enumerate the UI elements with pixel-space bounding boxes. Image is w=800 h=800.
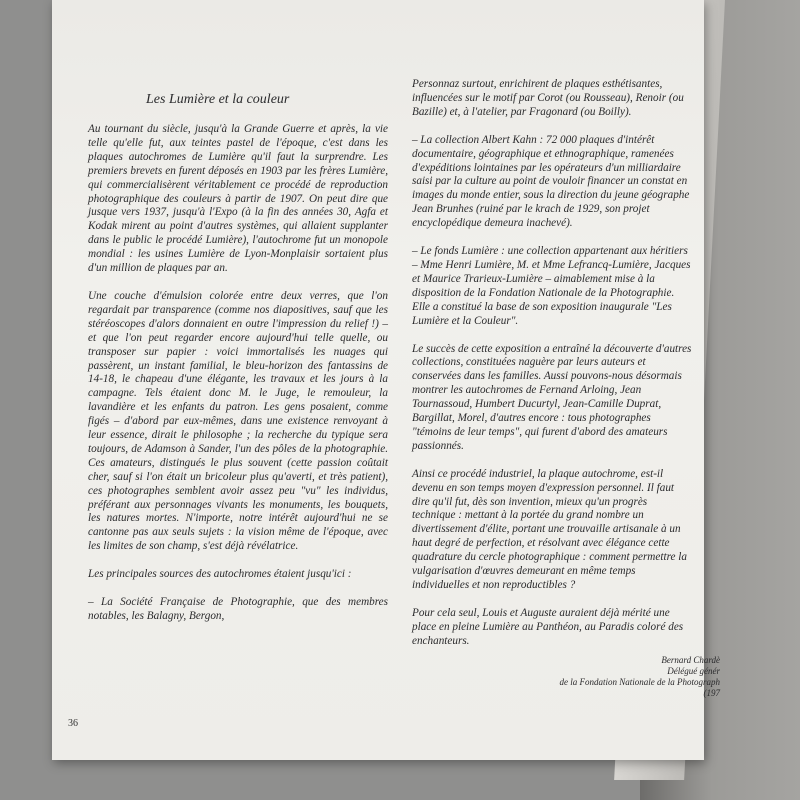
paragraph: Une couche d'émulsion colorée entre deux verres, que l'on regardait par transparence (comme nos diapositives, sauf que les stéréoscopes d'alors donnaient en outre l'impression du relief !) – et que l'on peut regarder encore aujourd'hui telle quelle, ou transposer sur papier : voici immortalisés les nuages qui passèrent, un instant familial, le bleu-horizon des fantassins de 14-18, le chapeau d'une élégante, les travaux et les jours à la campagne. Tels étaient donc M. le Juge, le remouleur, la lavandière et les enfants du patron. Les gens posaient, comme figés – d'abord par eux-mêmes, dans une existence renvoyant à leur essence, dirait le philosophe ; la recherche du typique sera toujours, de Adamson à Sander, l'un des pôles de la photographie. Ces amateurs, distingués le plus souvent (cette passion coûtait cher, sauf si l'on était un bricoleur plus qu'averti, et très patient), ces photographes semblent avoir assez peu "vu" les individus, préférant aux personnages vivants les monuments, les bouquets, les natures mortes. N'importe, notre intérêt aujourd'hui ne se cantonne pas aux seuls sujets : la vision même de l'époque, avec les limites de son champ, s'est déjà révélatrice. — [88, 289, 388, 553]
right-column — [412, 78, 692, 663]
paragraph: – La Société Française de Photographie, que des membres notables, les Balagny, Bergon, — [88, 596, 388, 622]
signature-name: Bernard Chardè — [661, 655, 720, 665]
left-column — [88, 123, 388, 638]
section-heading: Les Lumière et la couleur — [146, 92, 290, 107]
page-number: 36 — [68, 718, 78, 729]
paragraph: Ainsi ce procédé industriel, la plaque autochrome, est-il devenu en son temps moyen d'expression personnel. Il faut dire qu'il fut, dès son invention, mieux qu'un progrès technique : mettant à la portée du grand nombre un divertissement d'élite, portant une trouvaille artisanale à un haut degré de perfection, et résolvant avec élégance cette quadrature du cercle photographique : comment permettre la vulgarisation d'œuvres demeurant en même temps individuelles et non reproductibles ? — [412, 467, 687, 591]
paragraph: Personnaz surtout, enrichirent de plaques esthétisantes, influencées sur le motif par Corot (ou Rousseau), Renoir (ou Bazille) et, à l'atelier, par Fragonard (ou Boilly). — [412, 78, 684, 118]
paragraph: Le succès de cette exposition a entraîné la découverte d'autres collections, constituées naguère par leurs auteurs et conservées dans les familles. Aussi pouvons-nous désormais montrer les autochromes de Fernand Arloing, Jean Tournassoud, Humbert Ducurtyl, Jean-Camille Duprat, Bargillat, Morel, d'autres encore : tous photographes "témoins de leur temps", qui furent d'abord des amateurs passionnés. — [412, 342, 692, 452]
paragraph: Pour cela seul, Louis et Auguste auraient déjà mérité une place en pleine Lumière au Panthéon, au Paradis coloré des enchanteurs. — [412, 606, 684, 647]
paragraph: – Le fonds Lumière : une collection appartenant aux héritiers – Mme Henri Lumière, M. et Mme Lefrancq-Lumière, Jacques et Maurice Trarieux-Lumière – aimablement mise à la disposition de la Fondation Nationale de la Photographie. Elle a constitué la base de son exposition inaugurale "Les Lumière et la Couleur". — [412, 245, 691, 327]
signature-block — [480, 655, 720, 699]
paragraph: Au tournant du siècle, jusqu'à la Grande Guerre et après, la vie telle qu'elle fut, aux teintes pastel de l'époque, c'est dans les plaques autochromes de Lumière qu'il faut la surprendre. Les premiers brevets en furent déposés en 1903 par les frères Lumière, qui commercialisèrent véritablement ce procédé de reproduction photographique des couleurs à partir de 1907. On peut dire que jusque vers 1937, jusqu'à l'Expo (à la fin des années 30, Agfa et Kodak mirent au point d'autres systèmes, qui allaient supplanter dans le public le procédé Lumière), l'autochrome fut un monopole mondial : les usines Lumière de Lyon-Monplaisir sortaient plus d'un million de plaques par an. — [88, 123, 388, 275]
signature-year: (197 — [703, 688, 720, 698]
signature-org: de la Fondation Nationale de la Photograph — [559, 677, 720, 687]
signature-title: Délégué génér — [667, 666, 720, 676]
paragraph: – La collection Albert Kahn : 72 000 plaques d'intérêt documentaire, géographique et ethnographique, ramenées d'expéditions lointaines par les opérateurs d'un milliardaire saisi par la culture au point de vouloir financer un constat en images du monde entier, sous la direction du jeune géographe Jean Brunhes (ruiné par le krach de 1929, son projet encyclopédique demeura inachevé). — [412, 133, 690, 230]
paragraph: Les principales sources des autochromes étaient jusqu'ici : — [88, 568, 352, 581]
